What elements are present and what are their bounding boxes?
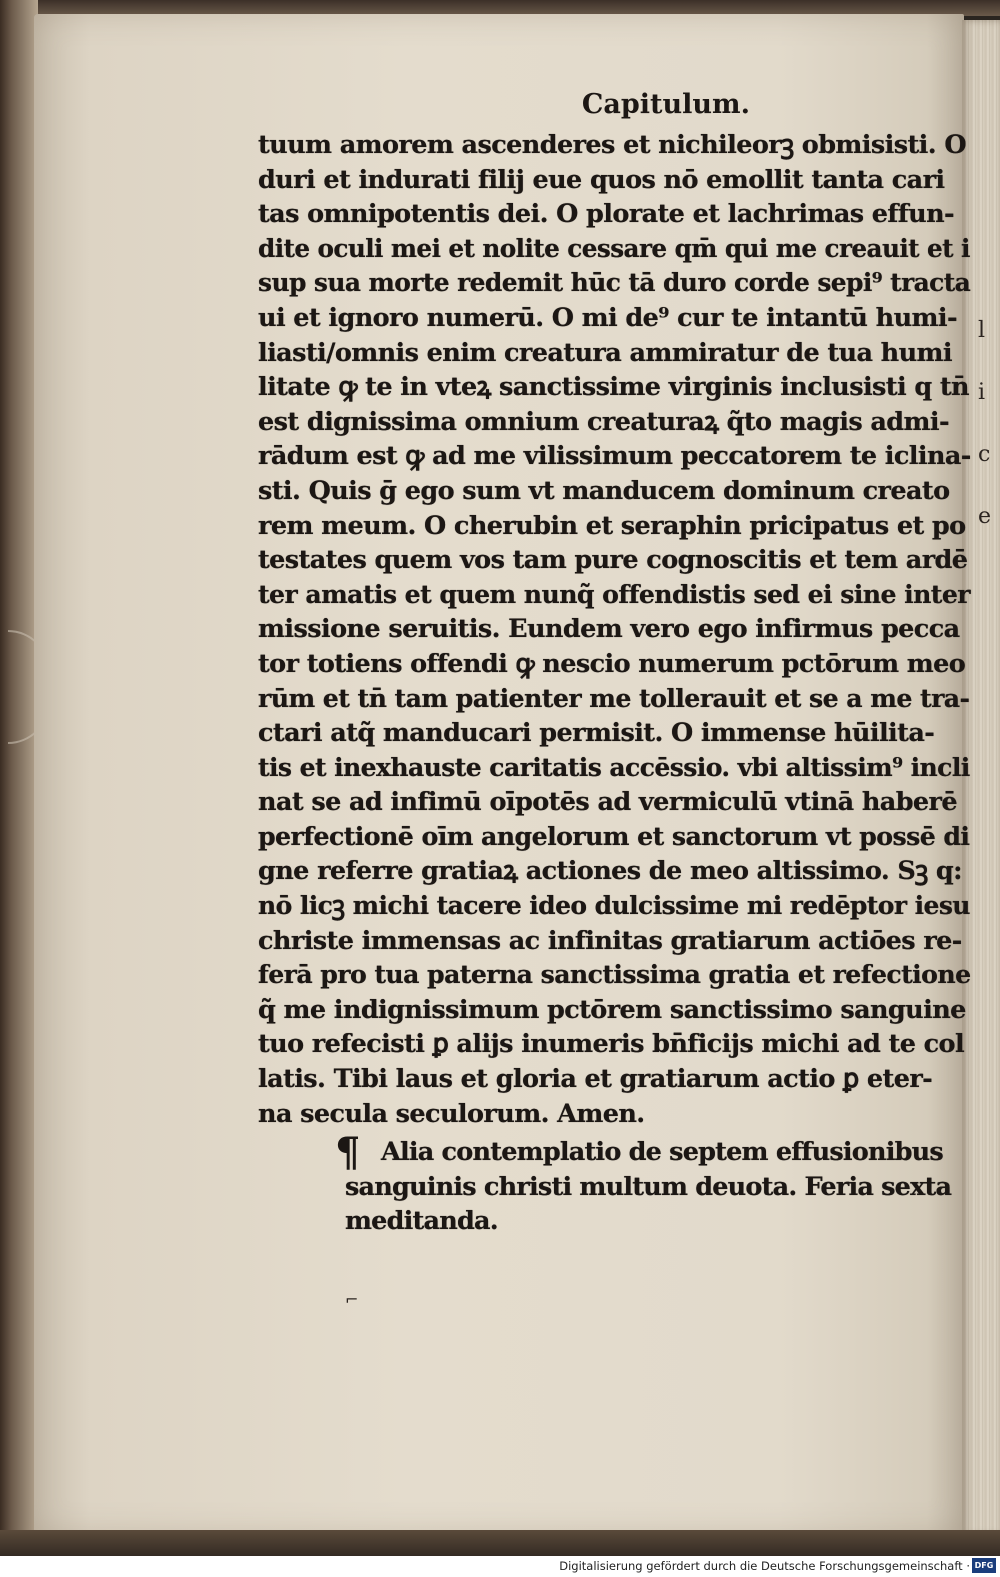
main-text-block bbox=[258, 82, 970, 1131]
text-line: litate ꝙ te in vteꝝ sanctissime virginis inclusisti q tn̄ bbox=[258, 372, 969, 403]
text-line: latis. Tibi laus et gloria et gratiarum actio ꝑ eter- bbox=[258, 1064, 933, 1095]
text-line: ui et ignoro numerū. O mi de⁹ cur te intantū humi- bbox=[258, 302, 957, 333]
text-line: liasti/omnis enim creatura ammiratur de tua humi bbox=[258, 337, 953, 368]
text-line: tis et inexhauste caritatis accēssio. vbi altissim⁹ incli bbox=[258, 752, 970, 783]
text-line: na secula seculorum. Amen. bbox=[258, 1098, 645, 1129]
footer-credit: Digitalisierung gefördert durch die Deutsche Forschungsgemeinschaft · bbox=[559, 1559, 970, 1573]
text-line: duri et indurati filij eue quos nō emollit tanta cari bbox=[258, 164, 945, 195]
stray-mark: ⌐ bbox=[345, 1290, 359, 1309]
edge-letter: c bbox=[978, 442, 991, 467]
text-line: est dignissima omnium creaturaꝝ q̃to magis admi- bbox=[258, 406, 949, 437]
sub-section bbox=[335, 1129, 952, 1239]
text-line: perfectionē oīm angelorum et sanctorum vt possē di bbox=[258, 821, 970, 852]
text-line: rūm et tn̄ tam patienter me tollerauit et se a me tra- bbox=[258, 683, 970, 714]
text-line: ctari atq̃ manducari permisit. O immense hūilita- bbox=[258, 718, 935, 749]
text-line: christe immensas ac infinitas gratiarum actiōes re- bbox=[258, 925, 962, 956]
running-heading: Capitulum. bbox=[581, 89, 750, 120]
text-lines bbox=[258, 128, 970, 1131]
text-line: sup sua morte redemit hūc tā duro corde sepi⁹ tracta bbox=[258, 268, 971, 299]
text-line: ter amatis et quem nunq̃ offendistis sed ei sine inter bbox=[258, 579, 970, 610]
text-line: sti. Quis ḡ ego sum vt manducem dominum creato bbox=[258, 475, 950, 506]
footer-bar bbox=[0, 1556, 1000, 1577]
text-line: dite oculi mei et nolite cessare qm̄ qui me creauit et i bbox=[258, 233, 970, 264]
book-cover-board bbox=[0, 0, 38, 1550]
text-line: nat se ad infimū oīpotēs ad vermiculū vtinā haberē bbox=[258, 787, 958, 818]
pilcrow-mark: ¶ bbox=[335, 1129, 361, 1176]
text-line: rādum est ꝙ ad me vilissimum peccatorem te iclina- bbox=[258, 441, 971, 472]
edge-letter: l bbox=[978, 318, 986, 343]
text-line: missione seruitis. Eundem vero ego infirmus pecca bbox=[258, 614, 960, 645]
edge-letter: i bbox=[978, 380, 986, 405]
text-line: q̃ me indignissimum pctōrem sanctissimo sanguine bbox=[258, 994, 966, 1025]
text-line: testates quem vos tam pure cognoscitis et tem ardē bbox=[258, 545, 968, 576]
text-line: nō licꝫ michi tacere ideo dulcissime mi redēptor iesu bbox=[258, 891, 970, 922]
sub-text-line: meditanda. bbox=[345, 1206, 498, 1237]
dfg-logo: DFG bbox=[972, 1558, 996, 1573]
sub-text-line: Alia contemplatio de septem effusionibus bbox=[381, 1137, 943, 1167]
text-line: tor totiens offendi ꝙ nescio numerum pctōrum meo bbox=[258, 648, 966, 679]
sub-text-line: sanguinis christi multum deuota. Feria sexta bbox=[345, 1171, 952, 1202]
sub-section-lines bbox=[345, 1135, 951, 1239]
text-line: tuo refecisti ꝑ alijs inumeris bn̄ficijs michi ad te col bbox=[258, 1029, 965, 1060]
text-line: ferā pro tua paterna sanctissima gratia et refectione bbox=[258, 960, 971, 991]
text-line: tas omnipotentis dei. O plorate et lachrimas effun- bbox=[258, 199, 955, 230]
edge-letter: e bbox=[978, 504, 992, 529]
text-line: rem meum. O cherubin et seraphin pricipatus et po bbox=[258, 510, 966, 541]
next-page-edge-letters bbox=[978, 300, 998, 548]
text-line: tuum amorem ascenderes et nichileorꝫ obmisisti. O bbox=[258, 130, 966, 160]
text-line: gne referre gratiaꝝ actiones de meo altissimo. Sꝫ q: bbox=[258, 856, 962, 887]
